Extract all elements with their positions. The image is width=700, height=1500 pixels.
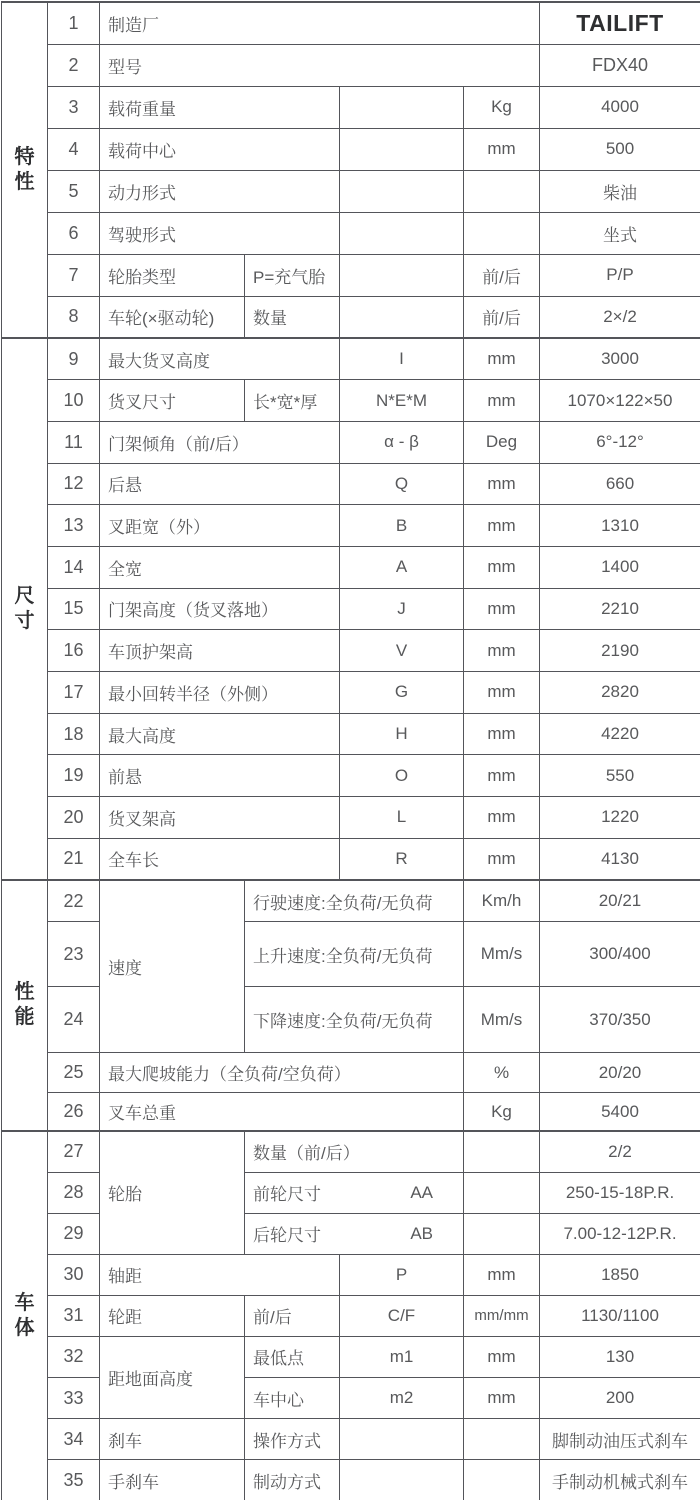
row-29-number: 29 [48,1213,100,1254]
row-3-label: 载荷重量 [100,86,340,128]
row-18-label: 最大高度 [100,713,340,755]
row-15-number: 15 [48,588,100,630]
row-16-number: 16 [48,630,100,672]
row-14-symbol: A [340,546,464,588]
row-17-value: 2820 [540,672,700,714]
row-34-sublabel: 操作方式 [245,1419,340,1460]
row-22-value: 20/21 [540,880,700,922]
row-23-unit: Mm/s [464,922,540,987]
row-21-value: 4130 [540,838,700,880]
row-26-unit: Kg [464,1093,540,1131]
row-24-sublabel: 下降速度:全负荷/无负荷 [245,987,464,1053]
row-7-number: 7 [48,254,100,296]
model-value: FDX40 [540,44,700,86]
row-15-label: 门架高度（货叉落地） [100,588,340,630]
row-10-symbol: N*E*M [340,380,464,422]
row-11-label: 门架倾角（前/后） [100,421,340,463]
row-16-symbol: V [340,630,464,672]
row-21-symbol: R [340,838,464,880]
row-25-value: 20/20 [540,1053,700,1093]
row-32-unit: mm [464,1336,540,1377]
row-19-number: 19 [48,755,100,797]
row-26-value: 5400 [540,1093,700,1131]
row-32-symbol: m1 [340,1336,464,1377]
row-20-label: 货叉架高 [100,797,340,839]
row-7-label: 轮胎类型 [100,254,245,296]
speed-group-label: 速度 [100,880,245,1053]
row-14-value: 1400 [540,546,700,588]
row-13-number: 13 [48,505,100,547]
row-12-value: 660 [540,463,700,505]
row-5-unit-empty [464,170,540,212]
row-7-sublabel: P=充气胎 [245,254,340,296]
row-9-symbol: I [340,338,464,380]
row-28-symbol: AA [410,1182,433,1202]
row-4-unit: mm [464,128,540,170]
row-17-symbol: G [340,672,464,714]
row-33-sublabel: 车中心 [245,1378,340,1419]
section-characteristics: 特性 [2,2,48,338]
row-18-number: 18 [48,713,100,755]
row-27-sublabel: 数量（前/后） [245,1131,464,1172]
row-1-number: 1 [48,2,100,44]
row-23-value: 300/400 [540,922,700,987]
row-6-value: 坐式 [540,212,700,254]
row-17-label: 最小回转半径（外侧） [100,672,340,714]
row-34-unit-empty [464,1419,540,1460]
row-26-label: 叉车总重 [100,1093,464,1131]
row-10-sublabel: 长*宽*厚 [245,380,340,422]
row-8-value: 2×/2 [540,296,700,338]
row-27-number: 27 [48,1131,100,1172]
row-5-number: 5 [48,170,100,212]
row-12-number: 12 [48,463,100,505]
row-10-value: 1070×122×50 [540,380,700,422]
row-3-number: 3 [48,86,100,128]
section-performance: 性能 [2,880,48,1131]
row-11-unit: Deg [464,421,540,463]
row-28-sublabel-cell [245,1172,464,1213]
row-28-sublabel: 前轮尺寸 [253,1185,321,1205]
row-8-number: 8 [48,296,100,338]
row-6-unit-empty [464,212,540,254]
section-dimensions: 尺寸 [2,338,48,880]
row-5-value: 柴油 [540,170,700,212]
row-4-symbol-empty [340,128,464,170]
row-24-number: 24 [48,987,100,1053]
row-18-symbol: H [340,713,464,755]
row-9-value: 3000 [540,338,700,380]
row-11-number: 11 [48,421,100,463]
row-10-label: 货叉尺寸 [100,380,245,422]
row-27-value: 2/2 [540,1131,700,1172]
row-24-unit: Mm/s [464,987,540,1053]
row-4-label: 载荷中心 [100,128,340,170]
row-22-number: 22 [48,880,100,922]
forklift-spec-table [1,1,700,1500]
brand-value: TAILIFT [540,2,700,44]
row-29-value: 7.00-12-12P.R. [540,1213,700,1254]
row-30-value: 1850 [540,1254,700,1295]
row-22-unit: Km/h [464,880,540,922]
row-15-unit: mm [464,588,540,630]
row-25-label: 最大爬坡能力（全负荷/空负荷） [100,1053,464,1093]
row-8-unit: 前/后 [464,296,540,338]
row-20-unit: mm [464,797,540,839]
row-29-sublabel: 后轮尺寸 [253,1226,321,1246]
row-12-symbol: Q [340,463,464,505]
row-31-value: 1130/1100 [540,1295,700,1336]
row-31-sublabel: 前/后 [245,1295,340,1336]
row-13-symbol: B [340,505,464,547]
row-33-symbol: m2 [340,1378,464,1419]
row-8-symbol-empty [340,296,464,338]
row-33-unit: mm [464,1378,540,1419]
row-5-label: 动力形式 [100,170,340,212]
row-16-value: 2190 [540,630,700,672]
row-21-number: 21 [48,838,100,880]
row-3-unit: Kg [464,86,540,128]
row-35-symbol-empty [340,1460,464,1500]
row-16-label: 车顶护架高 [100,630,340,672]
row-28-unit-empty [464,1172,540,1213]
row-19-symbol: O [340,755,464,797]
row-20-number: 20 [48,797,100,839]
row-32-value: 130 [540,1336,700,1377]
row-6-number: 6 [48,212,100,254]
row-21-label: 全车长 [100,838,340,880]
tire-group-label: 轮胎 [100,1131,245,1254]
row-7-value: P/P [540,254,700,296]
row-17-unit: mm [464,672,540,714]
row-35-label: 手刹车 [100,1460,245,1500]
row-18-unit: mm [464,713,540,755]
row-30-unit: mm [464,1254,540,1295]
ground-clearance-group-label: 距地面高度 [100,1336,245,1418]
row-24-value: 370/350 [540,987,700,1053]
row-29-sublabel-cell [245,1213,464,1254]
row-18-value: 4220 [540,713,700,755]
row-11-value: 6°-12° [540,421,700,463]
row-3-symbol-empty [340,86,464,128]
row-34-label: 刹车 [100,1419,245,1460]
row-6-label: 驾驶形式 [100,212,340,254]
row-29-symbol: AB [410,1223,433,1243]
row-4-value: 500 [540,128,700,170]
row-34-number: 34 [48,1419,100,1460]
row-7-unit: 前/后 [464,254,540,296]
row-30-label: 轴距 [100,1254,340,1295]
row-1-label: 制造厂 [100,2,540,44]
row-3-value: 4000 [540,86,700,128]
row-31-number: 31 [48,1295,100,1336]
row-33-value: 200 [540,1378,700,1419]
row-35-unit-empty [464,1460,540,1500]
row-32-sublabel: 最低点 [245,1336,340,1377]
row-30-symbol: P [340,1254,464,1295]
row-14-unit: mm [464,546,540,588]
row-29-unit-empty [464,1213,540,1254]
row-14-label: 全宽 [100,546,340,588]
row-7-symbol-empty [340,254,464,296]
row-2-label: 型号 [100,44,540,86]
row-31-symbol: C/F [340,1295,464,1336]
section-body: 车体 [2,1131,48,1500]
row-22-sublabel: 行驶速度:全负荷/无负荷 [245,880,464,922]
row-17-number: 17 [48,672,100,714]
row-33-number: 33 [48,1378,100,1419]
row-35-value: 手制动机械式刹车 [540,1460,700,1500]
row-31-label: 轮距 [100,1295,245,1336]
row-10-unit: mm [464,380,540,422]
row-12-unit: mm [464,463,540,505]
row-9-label: 最大货叉高度 [100,338,340,380]
row-35-sublabel: 制动方式 [245,1460,340,1500]
row-20-value: 1220 [540,797,700,839]
row-25-number: 25 [48,1053,100,1093]
row-13-label: 叉距宽（外） [100,505,340,547]
row-13-unit: mm [464,505,540,547]
row-9-number: 9 [48,338,100,380]
row-34-value: 脚制动油压式刹车 [540,1419,700,1460]
row-20-symbol: L [340,797,464,839]
row-5-symbol-empty [340,170,464,212]
row-23-sublabel: 上升速度:全负荷/无负荷 [245,922,464,987]
row-26-number: 26 [48,1093,100,1131]
row-25-unit: % [464,1053,540,1093]
row-12-label: 后悬 [100,463,340,505]
row-34-symbol-empty [340,1419,464,1460]
row-19-value: 550 [540,755,700,797]
row-23-number: 23 [48,922,100,987]
row-2-number: 2 [48,44,100,86]
row-15-value: 2210 [540,588,700,630]
row-13-value: 1310 [540,505,700,547]
row-30-number: 30 [48,1254,100,1295]
row-32-number: 32 [48,1336,100,1377]
row-28-value: 250-15-18P.R. [540,1172,700,1213]
row-8-sublabel: 数量 [245,296,340,338]
row-9-unit: mm [464,338,540,380]
row-10-number: 10 [48,380,100,422]
row-31-unit: mm/mm [464,1295,540,1336]
row-14-number: 14 [48,546,100,588]
row-27-unit-empty [464,1131,540,1172]
row-16-unit: mm [464,630,540,672]
row-35-number: 35 [48,1460,100,1500]
row-21-unit: mm [464,838,540,880]
row-28-number: 28 [48,1172,100,1213]
row-15-symbol: J [340,588,464,630]
row-4-number: 4 [48,128,100,170]
row-19-unit: mm [464,755,540,797]
row-11-symbol: α - β [340,421,464,463]
row-6-symbol-empty [340,212,464,254]
row-19-label: 前悬 [100,755,340,797]
row-8-label: 车轮(×驱动轮) [100,296,245,338]
